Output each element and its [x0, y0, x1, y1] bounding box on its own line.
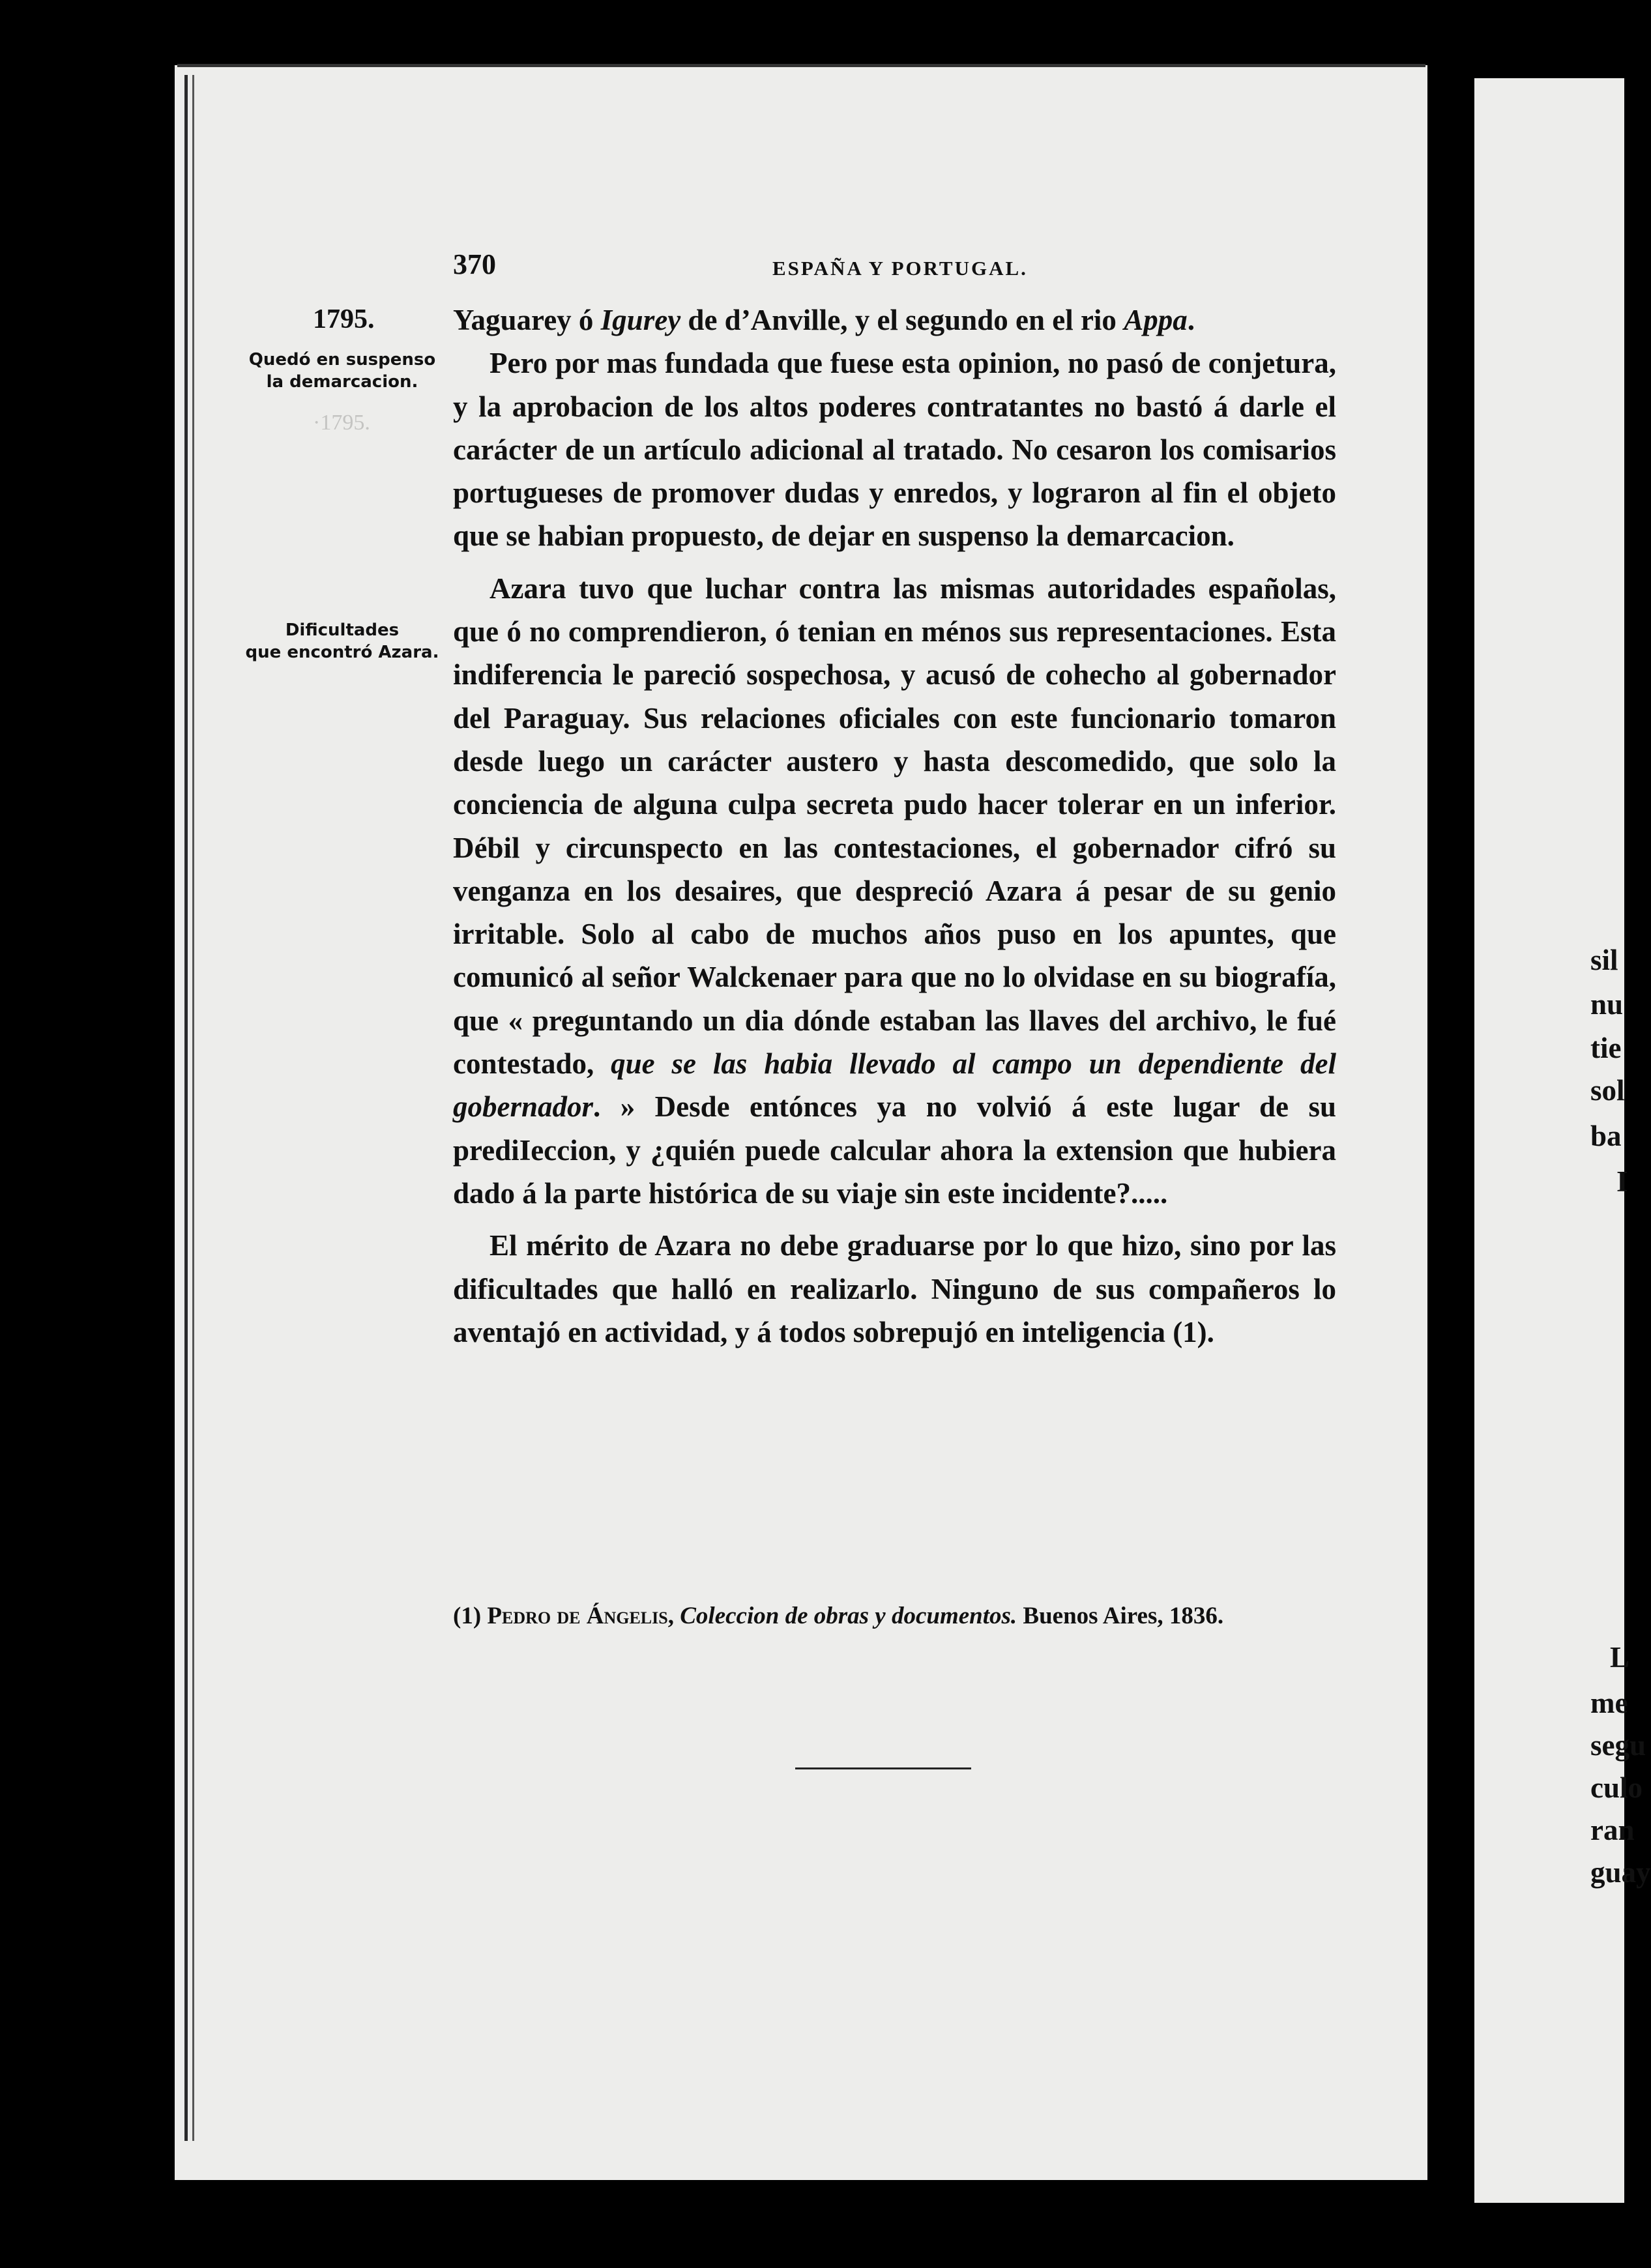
page-number: 370 [453, 248, 496, 280]
text-run: (1) [453, 1603, 488, 1629]
facing-page-fragment: ba [1590, 1120, 1622, 1152]
running-title: ESPAÑA Y PORTUGAL. [772, 257, 1028, 280]
margin-note-line: que encontró Azara. [245, 643, 439, 662]
author-name: Pedro de Ángelis [487, 1603, 668, 1629]
italic-text: Coleccion de obras y documentos. [680, 1603, 1017, 1629]
text-run: Buenos Aires, 1836. [1017, 1603, 1224, 1629]
text-run: . [1187, 304, 1195, 336]
facing-page-fragment: I [1616, 1165, 1628, 1198]
facing-page-fragment: sil [1590, 944, 1618, 976]
paragraph-opinion: Pero por mas fundada que fuese esta opinion, no pasó de conjetura, y la aprobacion de los altos poderes contratantes no bastó á darle el carácter de un artículo adicional al tratado. No cesaron los comisarios portugueses de promover dudas y enredos, y lograron al fin el objeto que se habian propuesto, de dejar en suspenso la demarcacion. [453, 347, 1336, 553]
text-run: . » Desde entónces ya no volvió á este lugar de su prediIeccion, y ¿quién puede calcular ahora la extension que hubiera dado á la parte histórica de su viaje sin este incidente?..... [453, 1090, 1336, 1210]
end-rule [795, 1767, 971, 1769]
facing-page-fragment: culo [1590, 1771, 1643, 1804]
facing-page-fragment: tie [1590, 1032, 1622, 1064]
facing-page-fragment: guay [1590, 1856, 1651, 1889]
paragraph-continuation [453, 298, 1336, 342]
paragraph-azara-difficulties [453, 567, 1336, 1215]
bleed-through: ·1795. [313, 411, 370, 435]
facing-page-fragment: nu [1590, 988, 1624, 1021]
margin-note-suspension [244, 349, 440, 393]
text-run: Azara tuvo que luchar contra las mismas autoridades españolas, que ó no comprendieron, ó tenian en ménos sus representaciones. Esta indiferencia le pareció sospechosa, y acusó de cohecho al gobernador del Paraguay. Sus relaciones oficiales con este funcionario tomaron desde luego un carácter austero y hasta descomedido, que solo la conciencia de alguna culpa secreta pudo hacer tolerar en un inferior. Débil y circunspecto en las contestaciones, el gobernador cifró su venganza en los desaires, que despreció Azara á pesar de su genio irritable. Solo al cabo de muchos años puso en los apuntes, que comunicó al señor Walckenaer para que no lo olvidase en su biografía, que « preguntando un dia dónde estaban las llaves del archivo, le fué contestado, [453, 572, 1336, 1081]
page-binding-edge-inner [192, 75, 194, 2141]
page-binding-edge [184, 75, 188, 2141]
text-run: Yaguarey ó [453, 304, 601, 336]
facing-page-fragment: segu [1590, 1729, 1646, 1762]
italic-text: que se las habia llevado al campo un dependiente del gobernador [453, 1047, 1336, 1124]
margin-year: 1795. [313, 304, 375, 334]
page-header [453, 248, 1336, 287]
footnote [453, 1597, 1330, 1636]
facing-page-fragment: sol [1590, 1074, 1625, 1107]
margin-note-line: Quedó en suspenso [248, 350, 436, 370]
margin-note-line: Dificultades [285, 620, 400, 640]
text-run: , [667, 1603, 680, 1629]
paragraph-azara-merit: El mérito de Azara no debe graduarse por lo que hizo, sino por las dificultades que halló en realizarlo. Ninguno de sus compañeros lo aventajó en actividad, y á todos sobrepujó en inteligencia (1). [453, 1229, 1336, 1348]
text-run: de d’Anville, y el segundo en el rio [680, 304, 1124, 336]
body-text [453, 298, 1336, 1354]
facing-page-fragment: ran [1590, 1814, 1635, 1846]
facing-page-fragment: me [1590, 1687, 1628, 1719]
italic-text: Igurey [600, 304, 681, 336]
margin-note-line: la demarcacion. [266, 372, 418, 392]
italic-text: Appa [1124, 304, 1188, 336]
margin-note-difficulties [244, 619, 440, 663]
page-top-edge [177, 64, 1425, 67]
facing-page-fragment: L [1610, 1641, 1630, 1674]
